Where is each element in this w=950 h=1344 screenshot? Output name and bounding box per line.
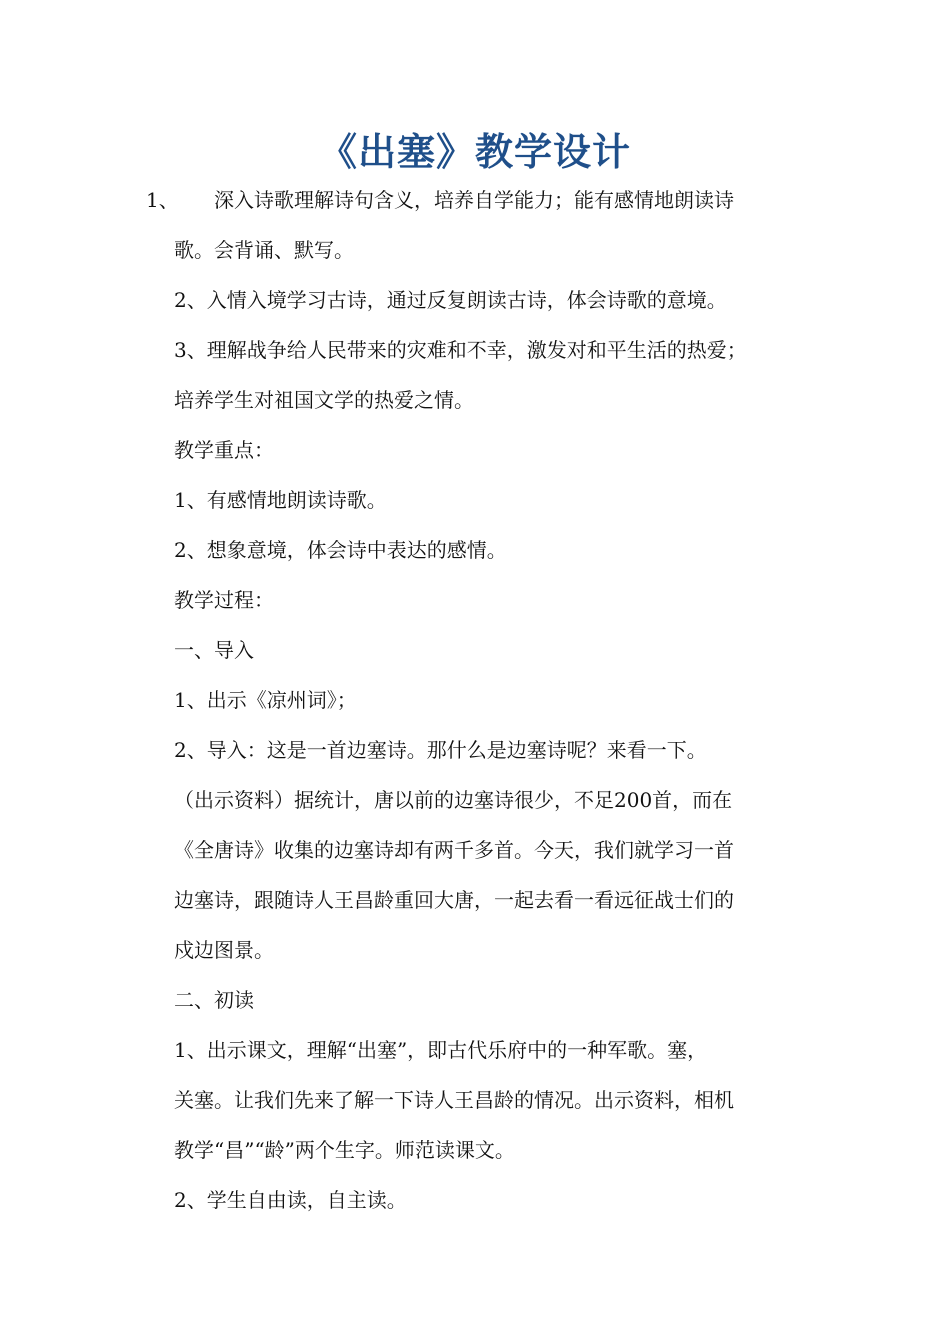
section-heading-process: 教学过程：	[174, 588, 274, 612]
text-line-18: 关塞。让我们先来了解一下诗人王昌龄的情况。出示资料，相机	[174, 1088, 734, 1112]
text-line-7: 2、想象意境，体会诗中表达的感情。	[174, 538, 507, 562]
text-line-3: 3、理解战争给人民带来的灾难和不幸，激发对和平生活的热爱；	[174, 338, 747, 362]
text-line-13: 《全唐诗》收集的边塞诗却有两千多首。今天，我们就学习一首	[174, 838, 734, 862]
section-heading-first-reading: 二、初读	[174, 988, 254, 1012]
section-heading-intro: 一、导入	[174, 638, 254, 662]
text-line-12: （出示资料）据统计，唐以前的边塞诗很少，不足200首，而在	[174, 788, 733, 812]
text-line-17: 1、出示课文，理解“出塞”，即古代乐府中的一种军歌。塞，	[174, 1038, 708, 1062]
text-line-2: 2、入情入境学习古诗，通过反复朗读古诗，体会诗歌的意境。	[174, 288, 727, 312]
item-number-1: 1、	[146, 188, 179, 212]
document-title: 《出塞》教学设计	[318, 130, 631, 174]
section-heading-key-points: 教学重点：	[174, 438, 274, 462]
text-line-15: 戍边图景。	[174, 938, 274, 962]
text-line-6: 1、有感情地朗读诗歌。	[174, 488, 387, 512]
text-line-14: 边塞诗，跟随诗人王昌龄重回大唐，一起去看一看远征战士们的	[174, 888, 734, 912]
text-line-0: 深入诗歌理解诗句含义，培养自学能力；能有感情地朗读诗	[214, 188, 734, 212]
text-line-1: 歌。会背诵、默写。	[174, 238, 354, 262]
text-line-10: 1、出示《凉州词》；	[174, 688, 357, 712]
text-line-4: 培养学生对祖国文学的热爱之情。	[174, 388, 474, 412]
text-line-20: 2、学生自由读，自主读。	[174, 1188, 407, 1212]
text-line-19: 教学“昌”“龄”两个生字。师范读课文。	[174, 1138, 515, 1162]
text-line-11: 2、导入：这是一首边塞诗。那什么是边塞诗呢？来看一下。	[174, 738, 707, 762]
